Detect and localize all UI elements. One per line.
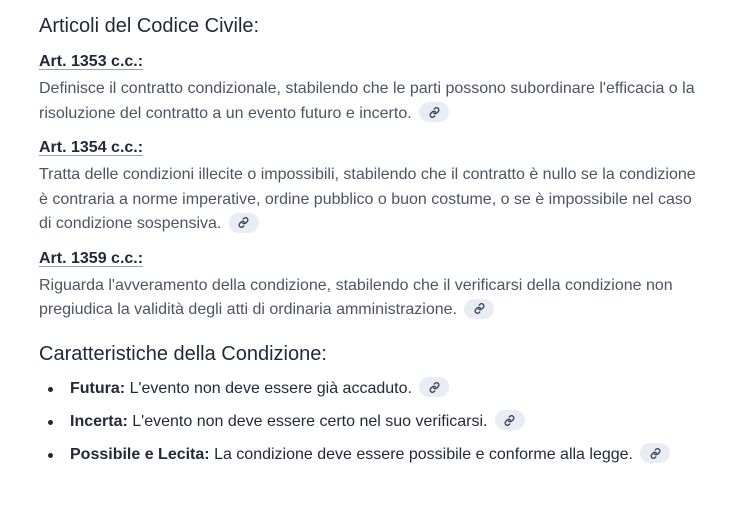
article-1353 (39, 51, 739, 126)
article-title: Art. 1354 c.c.: (39, 139, 144, 156)
feature-text: L'evento non deve essere già accaduto. (129, 379, 412, 397)
article-title: Art. 1353 c.c.: (39, 53, 144, 70)
content-area (39, 12, 739, 476)
link-icon (238, 217, 249, 228)
article-description (39, 274, 699, 323)
citation-link-button[interactable] (419, 377, 449, 397)
feature-term: Incerta: (70, 412, 128, 430)
article-description-text: Riguarda l'avveramento della condizione, stabilendo che il verificarsi della condizione non pregiudica la validità degli atti di ordinaria amministrazione. (39, 276, 673, 318)
link-icon (429, 107, 440, 118)
link-icon (474, 303, 485, 314)
feature-text: L'evento non deve essere certo nel suo verificarsi. (132, 412, 488, 430)
feature-term: Possibile e Lecita: (70, 445, 210, 463)
article-title: Art. 1359 c.c.: (39, 249, 144, 267)
link-icon (650, 448, 661, 459)
list-item (39, 410, 739, 443)
article-description-text: Tratta delle condizioni illecite o impossibili, stabilendo che il contratto è nullo se la condizione è contraria a norme imperative, ordine pubblico o buon costume, o se è impossibile nel caso di condizione sospensiva. (39, 166, 696, 232)
article-1354 (39, 137, 739, 237)
citation-link-button[interactable] (229, 213, 259, 233)
article-description (39, 77, 699, 126)
bullet-icon (48, 453, 53, 458)
link-icon (429, 382, 440, 393)
bullet-icon (48, 420, 53, 425)
feature-term: Futura: (70, 379, 126, 397)
list-item (39, 443, 739, 476)
list-item (39, 377, 739, 410)
features-list (39, 377, 739, 476)
citation-link-button[interactable] (495, 410, 525, 430)
feature-text: La condizione deve essere possibile e conforme alla legge. (214, 445, 633, 463)
articles-heading: Articoli del Codice Civile: (39, 15, 260, 37)
article-1359 (39, 248, 739, 323)
citation-link-button[interactable] (640, 443, 670, 463)
article-description-text: Definisce il contratto condizionale, stabilendo che le parti possono subordinare l'efficacia o la risoluzione del contratto a un evento futuro e incerto. (39, 80, 695, 122)
bullet-icon (48, 387, 53, 392)
link-icon (504, 415, 515, 426)
article-description (39, 163, 699, 237)
citation-link-button[interactable] (464, 299, 494, 319)
features-heading: Caratteristiche della Condizione: (39, 342, 327, 365)
citation-link-button[interactable] (419, 102, 449, 122)
